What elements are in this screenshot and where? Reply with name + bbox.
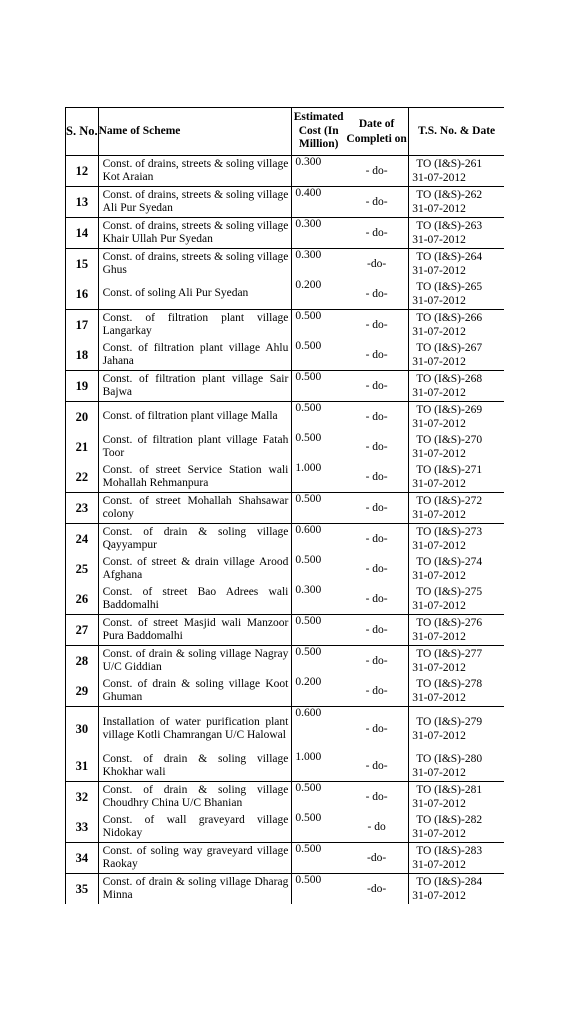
row-ts-date: 31-07-2012: [412, 570, 466, 582]
row-ts-number: TO (I&S)-267: [416, 341, 483, 354]
row-date: - do-: [345, 782, 409, 813]
row-date: -do-: [345, 249, 409, 280]
row-ts: [409, 646, 504, 677]
table-row: [66, 432, 505, 462]
table-row: [66, 676, 505, 707]
row-ts: [409, 371, 504, 402]
row-ts-date: 31-07-2012: [412, 730, 466, 742]
row-sno: 29: [66, 676, 99, 707]
row-ts-date: 31-07-2012: [412, 418, 466, 430]
row-cost: 1.000: [295, 751, 322, 763]
row-sno: 28: [66, 646, 99, 677]
row-cost: 0.500: [292, 874, 345, 905]
row-ts-number: TO (I&S)-278: [416, 677, 483, 690]
row-ts-number: TO (I&S)-261: [416, 157, 483, 170]
row-scheme-name: Const. of drains, streets & soling village Ali Pur Syedan: [98, 187, 292, 218]
table-row: [66, 493, 505, 524]
table-row: [66, 524, 505, 555]
row-scheme-name: Const. of drains, streets & soling village Ghus: [98, 249, 292, 280]
row-ts-date: 31-07-2012: [412, 767, 466, 779]
row-ts: [409, 554, 504, 584]
row-sno: 16: [66, 279, 99, 310]
row-scheme-name: Const. of street & drain village Arood Afghana: [98, 554, 292, 584]
table-row: [66, 402, 505, 433]
row-date: - do-: [345, 707, 409, 752]
row-scheme-name: Const. of filtration plant village Sair Bajwa: [98, 371, 292, 402]
row-date: - do-: [345, 676, 409, 707]
row-ts-number: TO (I&S)-272: [416, 494, 483, 507]
schemes-table: [65, 107, 504, 904]
row-scheme-name: Const. of drain & soling village Qayyampur: [98, 524, 292, 555]
row-ts-date: 31-07-2012: [412, 859, 466, 871]
header-row: [66, 108, 505, 156]
row-scheme-name: Const. of filtration plant village Langarkay: [98, 310, 292, 341]
row-scheme-name: Const. of drains, streets & soling village Khair Ullah Pur Syedan: [98, 218, 292, 249]
table-row: [66, 843, 505, 874]
row-sno: 26: [66, 584, 99, 615]
row-ts-date: 31-07-2012: [412, 387, 466, 399]
row-cost: 0.500: [292, 310, 345, 341]
row-cost: 0.500: [292, 843, 345, 874]
row-scheme-name: Const. of street Service Station wali Mohallah Rehmanpura: [98, 462, 292, 493]
row-date: - do-: [345, 646, 409, 677]
row-scheme-name: Const. of soling way graveyard village Raokay: [98, 843, 292, 874]
row-ts: [409, 874, 504, 905]
row-ts-date: 31-07-2012: [412, 692, 466, 704]
row-date: - do-: [345, 371, 409, 402]
row-sno: 30: [66, 707, 99, 752]
row-date: - do: [345, 812, 409, 843]
header-name: Name of Scheme: [98, 108, 292, 156]
row-ts-number: TO (I&S)-284: [416, 875, 483, 888]
row-scheme-name: Const. of drains, streets & soling village Kot Araian: [98, 156, 292, 187]
row-ts: [409, 156, 504, 187]
row-date: - do-: [345, 554, 409, 584]
row-cost: 0.500: [295, 812, 322, 824]
table-row: [66, 340, 505, 371]
row-cost: 0.500: [295, 340, 322, 352]
row-ts: [409, 843, 504, 874]
table-row: [66, 249, 505, 280]
row-cost: 0.500: [292, 782, 345, 813]
row-cost: 1.000: [295, 462, 322, 474]
row-sno: 35: [66, 874, 99, 905]
row-scheme-name: Const. of drain & soling village Choudhry China U/C Bhanian: [98, 782, 292, 813]
row-scheme-name: Const. of soling Ali Pur Syedan: [98, 279, 292, 310]
row-sno: 15: [66, 249, 99, 280]
row-ts-number: TO (I&S)-282: [416, 813, 483, 826]
row-ts-number: TO (I&S)-262: [416, 188, 483, 201]
row-ts-date: 31-07-2012: [412, 600, 466, 612]
header-sno: S. No.: [66, 108, 99, 156]
row-cost: 0.600: [292, 707, 345, 752]
row-ts-number: TO (I&S)-268: [416, 372, 483, 385]
row-ts: [409, 340, 504, 371]
row-ts: [409, 493, 504, 524]
row-ts: [409, 249, 504, 280]
row-ts: [409, 402, 504, 433]
header-ts: T.S. No. & Date: [409, 108, 504, 156]
row-ts: [409, 279, 504, 310]
header-cost: Estimated Cost (In Million): [292, 108, 345, 156]
row-ts: [409, 584, 504, 615]
table-row: [66, 187, 505, 218]
row-scheme-name: Const. of street Bao Adrees wali Baddomalhi: [98, 584, 292, 615]
row-ts-date: 31-07-2012: [412, 631, 466, 643]
row-ts-number: TO (I&S)-279: [416, 715, 483, 728]
row-date: - do-: [345, 462, 409, 493]
row-scheme-name: Installation of water purification plant village Kotli Chamrangan U/C Halowal: [98, 707, 292, 752]
row-ts-number: TO (I&S)-283: [416, 844, 483, 857]
row-ts: [409, 676, 504, 707]
row-cost: 0.500: [295, 554, 322, 566]
row-ts: [409, 524, 504, 555]
row-ts-date: 31-07-2012: [412, 828, 466, 840]
row-ts-number: TO (I&S)-280: [416, 752, 483, 765]
row-ts-number: TO (I&S)-266: [416, 311, 483, 324]
table-row: [66, 782, 505, 813]
row-date: - do-: [345, 218, 409, 249]
table-row: [66, 646, 505, 677]
row-ts-date: 31-07-2012: [412, 662, 466, 674]
table-row: [66, 874, 505, 905]
row-ts-date: 31-07-2012: [412, 203, 466, 215]
row-scheme-name: Const. of street Mohallah Shahsawar colony: [98, 493, 292, 524]
row-ts-number: TO (I&S)-264: [416, 250, 483, 263]
row-cost: 0.200: [295, 279, 322, 291]
row-scheme-name: Const. of drain & soling village Khokhar wali: [98, 751, 292, 782]
row-cost: 0.600: [292, 524, 345, 555]
row-date: -do-: [345, 874, 409, 905]
row-ts-number: TO (I&S)-275: [416, 585, 483, 598]
row-ts: [409, 310, 504, 341]
row-sno: 25: [66, 554, 99, 584]
row-ts: [409, 707, 504, 752]
table-row: [66, 371, 505, 402]
row-ts-date: 31-07-2012: [412, 295, 466, 307]
row-date: - do-: [345, 310, 409, 341]
row-cost: 0.500: [292, 371, 345, 402]
row-cost: 0.300: [292, 249, 345, 280]
row-ts: [409, 751, 504, 782]
row-ts-number: TO (I&S)-271: [416, 463, 483, 476]
row-ts-number: TO (I&S)-270: [416, 433, 483, 446]
row-ts-number: TO (I&S)-269: [416, 403, 483, 416]
row-date: - do-: [345, 187, 409, 218]
row-sno: 24: [66, 524, 99, 555]
row-ts: [409, 187, 504, 218]
row-ts-date: 31-07-2012: [412, 234, 466, 246]
row-date: - do-: [345, 156, 409, 187]
row-cost: 0.400: [292, 187, 345, 218]
row-sno: 12: [66, 156, 99, 187]
table-row: [66, 751, 505, 782]
row-scheme-name: Const. of drain & soling village Koot Ghuman: [98, 676, 292, 707]
row-cost: 0.500: [292, 402, 345, 433]
row-scheme-name: Const. of drain & soling village Nagray U/C Giddian: [98, 646, 292, 677]
row-sno: 13: [66, 187, 99, 218]
row-sno: 34: [66, 843, 99, 874]
row-date: - do-: [345, 493, 409, 524]
row-sno: 20: [66, 402, 99, 433]
row-sno: 21: [66, 432, 99, 462]
header-date: Date of Completi on: [345, 108, 409, 156]
row-date: - do-: [345, 279, 409, 310]
row-ts-date: 31-07-2012: [412, 265, 466, 277]
row-ts-date: 31-07-2012: [412, 798, 466, 810]
row-ts: [409, 462, 504, 493]
row-cost: 0.500: [292, 493, 345, 524]
row-cost: 0.300: [292, 218, 345, 249]
row-scheme-name: Const. of filtration plant village Ahlu Jahana: [98, 340, 292, 371]
row-ts: [409, 615, 504, 646]
row-ts-date: 31-07-2012: [412, 890, 466, 902]
row-cost: 0.300: [295, 584, 322, 596]
table-row: [66, 156, 505, 187]
table-row: [66, 554, 505, 584]
row-date: - do-: [345, 402, 409, 433]
row-ts-number: TO (I&S)-263: [416, 219, 483, 232]
row-ts-date: 31-07-2012: [412, 478, 466, 490]
row-cost: 0.200: [295, 676, 322, 688]
table-row: [66, 279, 505, 310]
row-date: - do-: [345, 584, 409, 615]
row-ts: [409, 812, 504, 843]
row-ts: [409, 432, 504, 462]
row-ts-date: 31-07-2012: [412, 448, 466, 460]
table-row: [66, 615, 505, 646]
table-row: [66, 812, 505, 843]
table-row: [66, 707, 505, 752]
row-cost: 0.500: [295, 432, 322, 444]
table-row: [66, 310, 505, 341]
row-scheme-name: Const. of filtration plant village Malla: [98, 402, 292, 433]
row-sno: 23: [66, 493, 99, 524]
row-ts-number: TO (I&S)-273: [416, 525, 483, 538]
row-ts-date: 31-07-2012: [412, 509, 466, 521]
row-ts-date: 31-07-2012: [412, 356, 466, 368]
row-date: - do-: [345, 340, 409, 371]
row-scheme-name: Const. of drain & soling village Dharag Minna: [98, 874, 292, 905]
row-cost: 0.300: [292, 156, 345, 187]
row-ts-number: TO (I&S)-265: [416, 280, 483, 293]
row-sno: 14: [66, 218, 99, 249]
table-row: [66, 584, 505, 615]
row-date: - do-: [345, 615, 409, 646]
table-row: [66, 462, 505, 493]
row-ts: [409, 218, 504, 249]
row-sno: 19: [66, 371, 99, 402]
row-sno: 31: [66, 751, 99, 782]
row-ts-date: 31-07-2012: [412, 540, 466, 552]
table-body: [66, 156, 505, 905]
row-sno: 22: [66, 462, 99, 493]
row-ts-number: TO (I&S)-274: [416, 555, 483, 568]
row-ts-date: 31-07-2012: [412, 326, 466, 338]
row-sno: 17: [66, 310, 99, 341]
row-ts-number: TO (I&S)-277: [416, 647, 483, 660]
row-date: - do-: [345, 524, 409, 555]
row-cost: 0.500: [292, 646, 345, 677]
row-scheme-name: Const. of wall graveyard village Nidokay: [98, 812, 292, 843]
row-scheme-name: Const. of street Masjid wali Manzoor Pura Baddomalhi: [98, 615, 292, 646]
row-date: - do-: [345, 432, 409, 462]
row-ts-date: 31-07-2012: [412, 172, 466, 184]
row-sno: 32: [66, 782, 99, 813]
row-date: -do-: [345, 843, 409, 874]
row-ts: [409, 782, 504, 813]
row-cost: 0.500: [292, 615, 345, 646]
row-sno: 18: [66, 340, 99, 371]
row-sno: 27: [66, 615, 99, 646]
row-ts-number: TO (I&S)-281: [416, 783, 483, 796]
row-scheme-name: Const. of filtration plant village Fatah Toor: [98, 432, 292, 462]
row-date: - do-: [345, 751, 409, 782]
table-row: [66, 218, 505, 249]
row-sno: 33: [66, 812, 99, 843]
row-ts-number: TO (I&S)-276: [416, 616, 483, 629]
